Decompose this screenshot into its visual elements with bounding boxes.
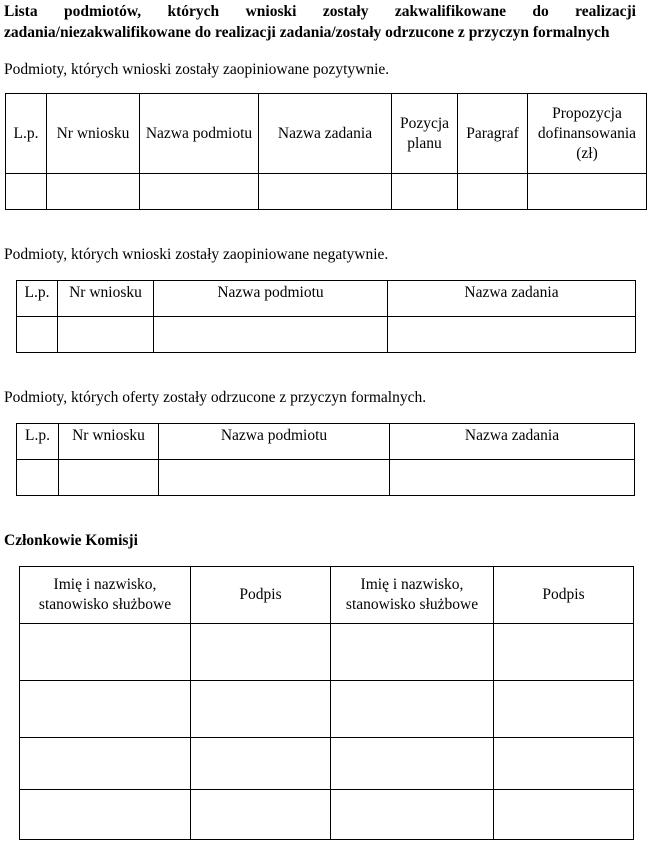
table-cell[interactable] bbox=[191, 790, 331, 840]
table-cell[interactable] bbox=[140, 174, 259, 210]
table-row bbox=[6, 174, 647, 210]
column-header: Nazwa zadania bbox=[259, 94, 392, 174]
table-cell[interactable] bbox=[259, 174, 392, 210]
column-header: Nr wniosku bbox=[47, 94, 140, 174]
table-cell[interactable] bbox=[458, 174, 528, 210]
column-header: Nr wniosku bbox=[58, 281, 154, 317]
column-header: Nazwa zadania bbox=[390, 424, 635, 460]
column-header: Nazwa podmiotu bbox=[159, 424, 390, 460]
column-header: Imię i nazwisko, stanowisko służbowe bbox=[20, 567, 191, 624]
negative-section-heading: Podmioty, których wnioski zostały zaopiniowane negatywnie. bbox=[4, 246, 389, 263]
table-cell[interactable] bbox=[191, 738, 331, 790]
table-row bbox=[17, 317, 636, 353]
table-row bbox=[20, 790, 634, 840]
column-header: Imię i nazwisko, stanowisko służbowe bbox=[331, 567, 494, 624]
table-cell[interactable] bbox=[191, 681, 331, 738]
column-header: Podpis bbox=[191, 567, 331, 624]
column-header: L.p. bbox=[6, 94, 47, 174]
table-cell[interactable] bbox=[20, 738, 191, 790]
column-header: L.p. bbox=[17, 424, 59, 460]
table-cell[interactable] bbox=[58, 317, 154, 353]
table-cell[interactable] bbox=[528, 174, 647, 210]
document-title: Lista podmiotów, których wnioski zostały zakwalifikowane do realizacji zadania/niezakwalifikowane do realizacji zadania/zostały odrzucone z przyczyn formalnych bbox=[4, 3, 636, 41]
table-cell[interactable] bbox=[20, 624, 191, 681]
table-row bbox=[17, 460, 635, 496]
table-cell[interactable] bbox=[59, 460, 159, 496]
column-header: Nazwa podmiotu bbox=[140, 94, 259, 174]
table-cell[interactable] bbox=[331, 681, 494, 738]
table-row bbox=[20, 738, 634, 790]
table-cell[interactable] bbox=[390, 460, 635, 496]
table-cell[interactable] bbox=[17, 317, 58, 353]
table-header-row bbox=[6, 94, 647, 174]
table-cell[interactable] bbox=[159, 460, 390, 496]
positive-section-heading: Podmioty, których wnioski zostały zaopiniowane pozytywnie. bbox=[4, 61, 390, 78]
table-cell[interactable] bbox=[392, 174, 458, 210]
table-header-row bbox=[17, 424, 635, 460]
negative-applications-table bbox=[16, 280, 636, 353]
table-row bbox=[20, 624, 634, 681]
table-cell[interactable] bbox=[494, 790, 634, 840]
table-row bbox=[20, 681, 634, 738]
rejected-section-heading: Podmioty, których oferty zostały odrzucone z przyczyn formalnych. bbox=[4, 389, 427, 406]
committee-members-table bbox=[19, 566, 634, 840]
column-header: Podpis bbox=[494, 567, 634, 624]
table-cell[interactable] bbox=[494, 738, 634, 790]
column-header: Nr wniosku bbox=[59, 424, 159, 460]
column-header: Paragraf bbox=[458, 94, 528, 174]
column-header: Propozycja dofinansowania (zł) bbox=[528, 94, 647, 174]
table-cell[interactable] bbox=[154, 317, 388, 353]
table-cell[interactable] bbox=[331, 738, 494, 790]
table-cell[interactable] bbox=[331, 624, 494, 681]
table-header-row bbox=[20, 567, 634, 624]
positive-applications-table bbox=[5, 93, 647, 210]
table-header-row bbox=[17, 281, 636, 317]
rejected-applications-table bbox=[16, 423, 635, 496]
table-cell[interactable] bbox=[191, 624, 331, 681]
committee-heading: Członkowie Komisji bbox=[4, 532, 138, 549]
table-cell[interactable] bbox=[20, 681, 191, 738]
table-cell[interactable] bbox=[20, 790, 191, 840]
table-cell[interactable] bbox=[388, 317, 636, 353]
table-cell[interactable] bbox=[47, 174, 140, 210]
column-header: Nazwa podmiotu bbox=[154, 281, 388, 317]
table-cell[interactable] bbox=[494, 624, 634, 681]
column-header: Nazwa zadania bbox=[388, 281, 636, 317]
column-header: L.p. bbox=[17, 281, 58, 317]
table-cell[interactable] bbox=[17, 460, 59, 496]
table-cell[interactable] bbox=[494, 681, 634, 738]
column-header: Pozycja planu bbox=[392, 94, 458, 174]
table-cell[interactable] bbox=[331, 790, 494, 840]
table-cell[interactable] bbox=[6, 174, 47, 210]
